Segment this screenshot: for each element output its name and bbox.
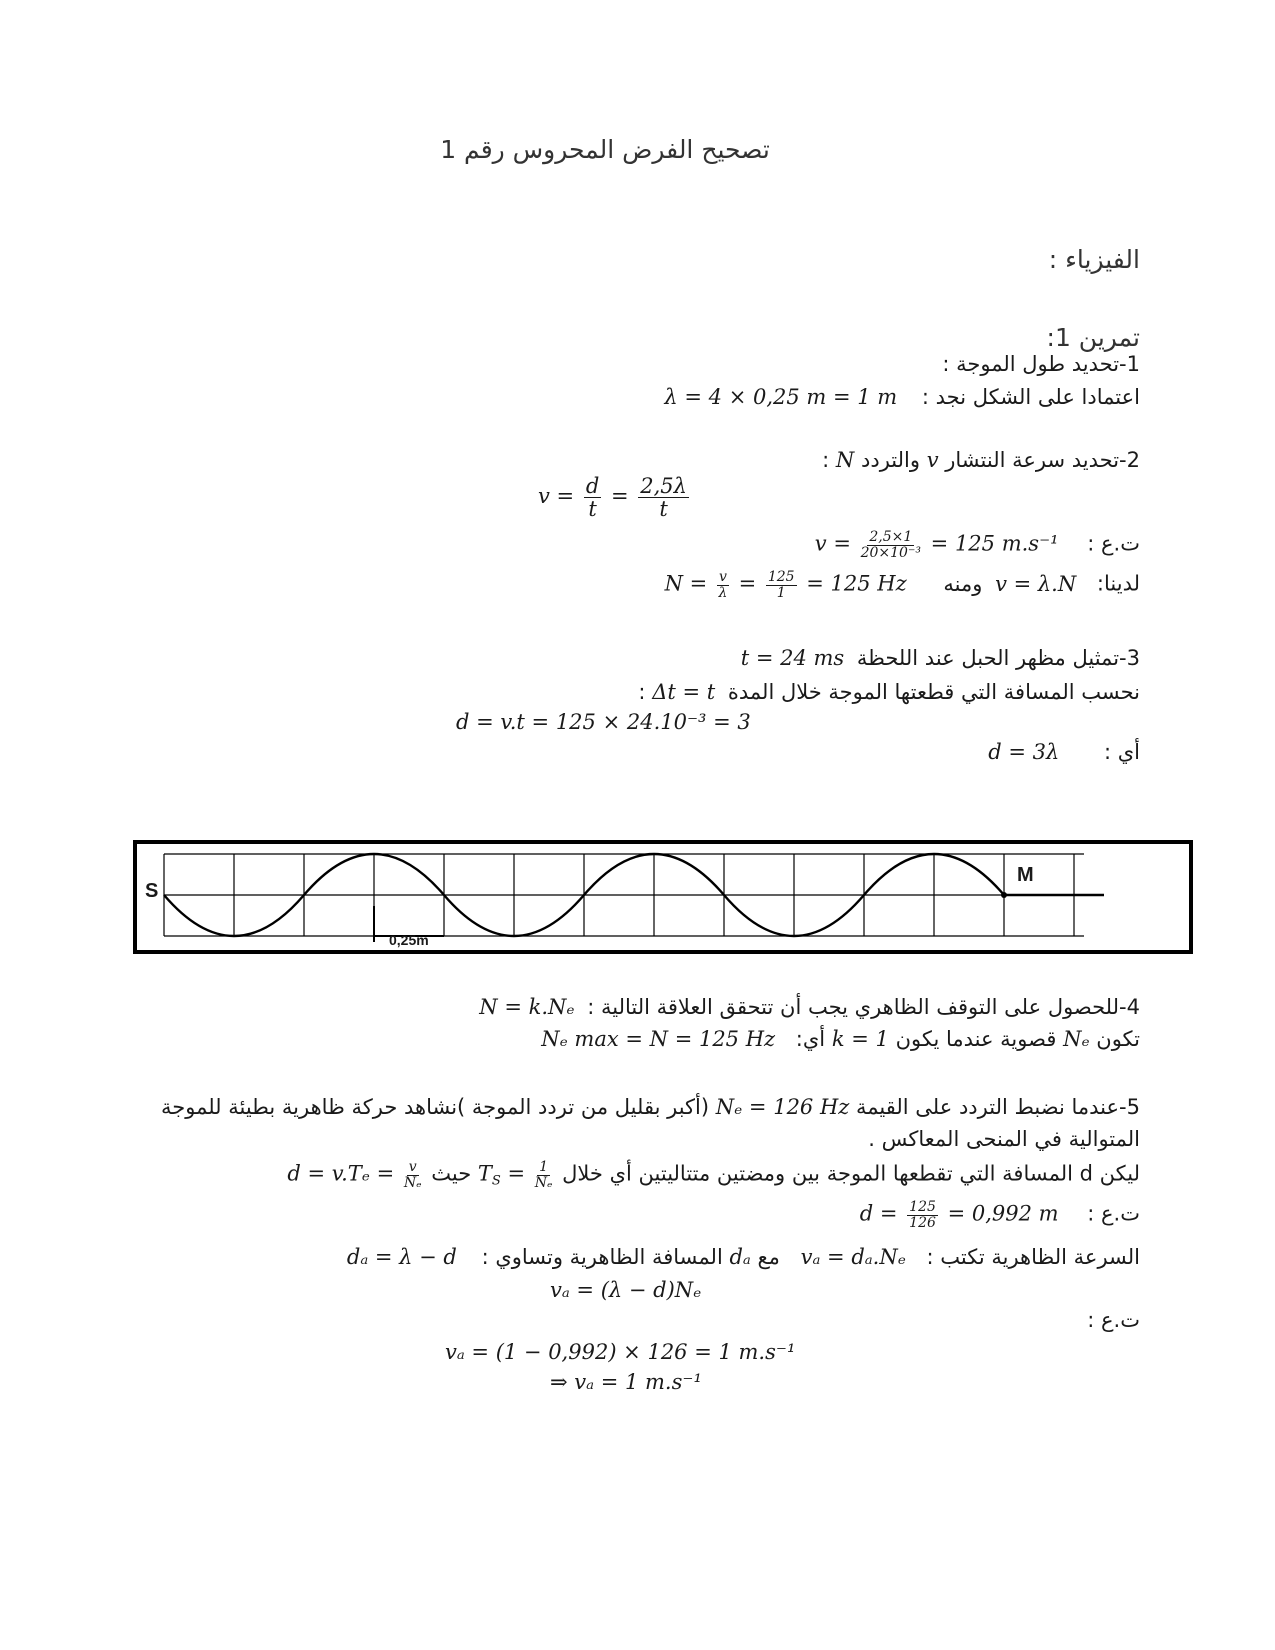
q3-eq1: d = v.t = 125 × 24.10⁻³ = 3 xyxy=(456,710,751,734)
q3-line2: نحسب المسافة التي قطعتها الموجة خلال المدة Δt = t : xyxy=(638,680,1140,704)
wave-figure xyxy=(133,840,1193,954)
q2-eq1: v = $\frac{d}{t}$ = $\frac{2,5\lambda}{t}$ xyxy=(538,474,687,522)
q5-ta2: ت.ع : xyxy=(1087,1308,1140,1332)
page-title: تصحيح الفرض المحروس رقم 1 xyxy=(440,135,770,164)
q5-eq7: vₐ = (1 − 0,992) × 126 = 1 m.s⁻¹ xyxy=(445,1340,796,1364)
q5-numeric: ت.ع : d = $\frac{125}{126}$ = 0,992 m xyxy=(859,1199,1140,1231)
q1-line: اعتمادا على الشكل نجد : λ = 4 × 0,25 m = 1 m xyxy=(664,385,1140,409)
section-heading: الفيزياء : xyxy=(1048,245,1140,274)
q4-heading: 4-للحصول على التوقف الظاهري يجب أن تتحقق العلاقة التالية : N = k.Nₑ xyxy=(479,995,1140,1019)
point-m xyxy=(1001,892,1007,898)
label-s: S xyxy=(145,880,159,902)
q4-line2: تكون Nₑ قصوية عندما يكون k = 1 أي: Nₑ max = N = 125 Hz xyxy=(541,1027,1140,1051)
scale-label: 0,25m xyxy=(389,932,429,948)
q5-line2: المتوالية في المنحى المعاكس . xyxy=(868,1127,1140,1151)
q5-line3: ليكن d المسافة التي تقطعها الموجة بين ومضتين متتاليتين أي خلال $T_S$ = $\frac{1}{\text{Nₑ}}$ حيث d = v.Tₑ = $\frac{v}{\text{Nₑ}}$ xyxy=(287,1159,1140,1191)
q5-line5: السرعة الظاهرية تكتب : vₐ = dₐ.Nₑ مع dₐ المسافة الظاهرية وتساوي : dₐ = λ − d xyxy=(346,1245,1140,1269)
q3-result: أي : d = 3λ xyxy=(988,740,1140,764)
label-m: M xyxy=(1017,864,1034,886)
q1-equation: λ = 4 × 0,25 m = 1 m xyxy=(664,385,898,409)
q5-line1: 5-عندما نضبط التردد على القيمة Nₑ = 126 Hz (أكبر بقليل من تردد الموجة )نشاهد حركة ظاهرية بطيئة للموجة xyxy=(160,1095,1140,1119)
exercise-heading: تمرين 1: xyxy=(1046,323,1140,352)
q5-eq8: ⇒ vₐ = 1 m.s⁻¹ xyxy=(550,1370,702,1394)
q3-heading: 3-تمثيل مظهر الحبل عند اللحظة t = 24 ms xyxy=(740,646,1140,670)
q2-frequency: لدينا: v = λ.N ومنه N = $\frac{v}{\lambda}$ = $\frac{125}{1}$ = 125 Hz xyxy=(664,569,1140,601)
q5-eq6: vₐ = (λ − d)Nₑ xyxy=(550,1278,702,1302)
wave-diagram xyxy=(137,844,1189,950)
q2-heading: 2-تحديد سرعة النتشار v والتردد N : xyxy=(822,448,1140,472)
q2-numeric: ت.ع : v = $\frac{2,5\times 1}{\text{20×10⁻³}}$ = 125 m.s⁻¹ xyxy=(814,529,1140,561)
q1-heading: 1-تحديد طول الموجة : xyxy=(942,352,1140,376)
